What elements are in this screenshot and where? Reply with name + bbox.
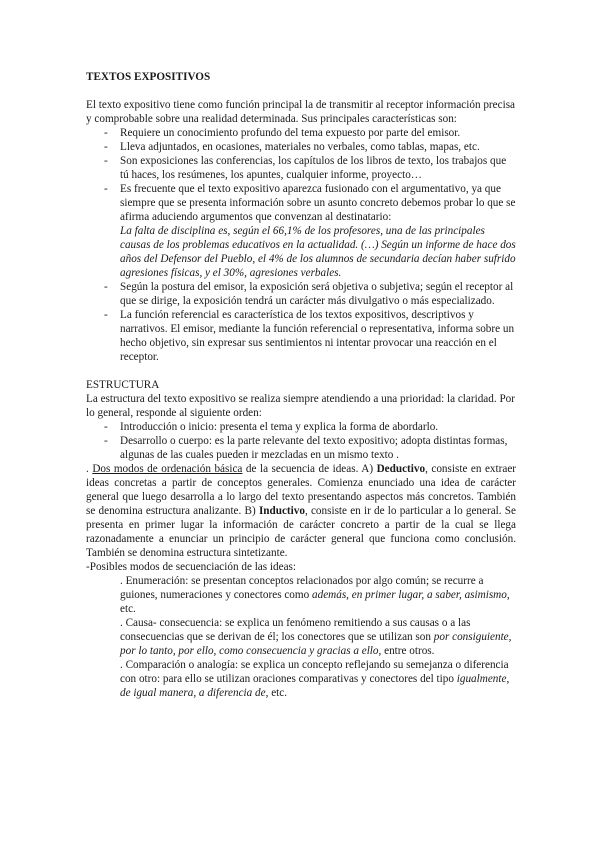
structure-intro: La estructura del texto expositivo se realiza siempre atendiendo a una prioridad: la claridad. Por lo general, responde al siguiente orden: xyxy=(86,393,516,419)
deductivo-term: Deductivo xyxy=(376,463,426,475)
enumeration-text: . Enumeración: se presentan conceptos relacionados por algo común; se recurre a guiones, numeraciones y conectores como xyxy=(120,575,484,601)
list-item xyxy=(86,182,516,280)
modes-text-1: de la secuencia de ideas. A) xyxy=(242,463,377,475)
list-item: - Requiere un conocimiento profundo del tema expuesto por parte del emisor. xyxy=(86,126,516,140)
cause-connectors: por consiguiente, por lo tanto, por ello, como consecuencia y gracias a ello xyxy=(120,631,512,657)
section-heading-structure: ESTRUCTURA xyxy=(86,379,160,391)
inductivo-term: Inductivo xyxy=(258,505,305,517)
list-item: - Introducción o inicio: presenta el tema y explica la forma de abordarlo. xyxy=(86,420,516,434)
spacer xyxy=(86,364,516,378)
list-item: - Lleva adjuntados, en ocasiones, materiales no verbales, como tablas, mapas, etc. xyxy=(86,140,516,154)
comparison-connectors: igualmente, de igual manera, a diferencia de xyxy=(120,673,510,699)
structure-list xyxy=(86,420,516,462)
enumeration-end: , etc. xyxy=(120,589,510,615)
features-list xyxy=(86,126,516,364)
list-item: - La función referencial es característica de los textos expositivos, descriptivos y narrativos. El emisor, mediante la función referencial o representativa, informa sobre un hecho objetivo, sin expresar sus sentimientos ni intentar provocar una reacción en el receptor. xyxy=(86,308,516,364)
cause-end: , entre otros. xyxy=(378,645,435,657)
sequencing-comparison xyxy=(86,658,516,700)
modes-text-2: , consiste en extraer ideas concretas a partir de conceptos generales. Comienza enunciado una idea de carácter general que luego desarrolla a lo largo del texto presentando aspectos más concretos. También se denomina estructura analizante. B) xyxy=(86,463,517,517)
list-item: - Son exposiciones las conferencias, los capítulos de los libros de texto, los trabajos que tú haces, los resúmenes, los apuntes, cualquier informe, proyecto… xyxy=(86,154,516,182)
sequencing-enumeration xyxy=(86,574,516,616)
document-title: TEXTOS EXPOSITIVOS xyxy=(86,71,211,83)
example-quote: La falta de disciplina es, según el 66,1% de los profesores, una de las principales causas de los problemas educativos en la actualidad. (…) Según un informe de hace dos años del Defensor del Pueblo, el 4% de los alumnos de secundaria decían haber sufrido agresiones físicas, y el 30%, agresiones verbales. xyxy=(120,225,516,279)
list-item: - Según la postura del emisor, la exposición será objetiva o subjetiva; según el receptor al que se dirige, la exposición tendrá un carácter más divulgativo o más especializado. xyxy=(86,280,516,308)
sequencing-heading: -Posibles modos de secuenciación de las ideas: xyxy=(86,561,297,573)
sequencing-cause xyxy=(86,616,516,658)
cause-text: . Causa- consecuencia: se explica un fenómeno remitiendo a sus causas o a las consecuencias que se derivan de él; los conectores que se utilizan son xyxy=(120,617,471,643)
list-item: - Desarrollo o cuerpo: es la parte relevante del texto expositivo; adopta distintas formas, algunas de las cuales pueden ir mezcladas en un mismo texto . xyxy=(86,434,516,462)
list-item-text: Es frecuente que el texto expositivo aparezca fusionado con el argumentativo, ya que siempre que se presenta información sobre un asunto concreto debemos probar lo que se afirma aduciendo argumentos que convenzan al destinatario: xyxy=(120,183,516,223)
modes-paragraph xyxy=(86,462,516,560)
document-body xyxy=(86,70,516,700)
comparison-text: . Comparación o analogía: se explica un concepto reflejando su semejanza o diferencia con otro: para ello se utilizan oraciones comparativas y conectores del tipo xyxy=(120,659,509,685)
modes-prefix: . xyxy=(86,463,93,475)
modes-underlined: Dos modos de ordenación básica xyxy=(92,463,243,475)
intro-paragraph: El texto expositivo tiene como función principal la de transmitir al receptor información precisa y comprobable sobre una realidad determinada. Sus principales características son: xyxy=(86,99,516,125)
comparison-end: , etc. xyxy=(265,687,288,699)
enumeration-connectors: además, en primer lugar, a saber, asimismo xyxy=(312,589,507,601)
modes-text-3: , consiste en ir de lo particular a lo general. Se presenta en primer lugar la información de carácter concreto a partir de la cual se llega razonadamente a enunciar un principio de carácter general que funciona como conclusión. También se denomina estructura sintetizante. xyxy=(86,505,516,559)
